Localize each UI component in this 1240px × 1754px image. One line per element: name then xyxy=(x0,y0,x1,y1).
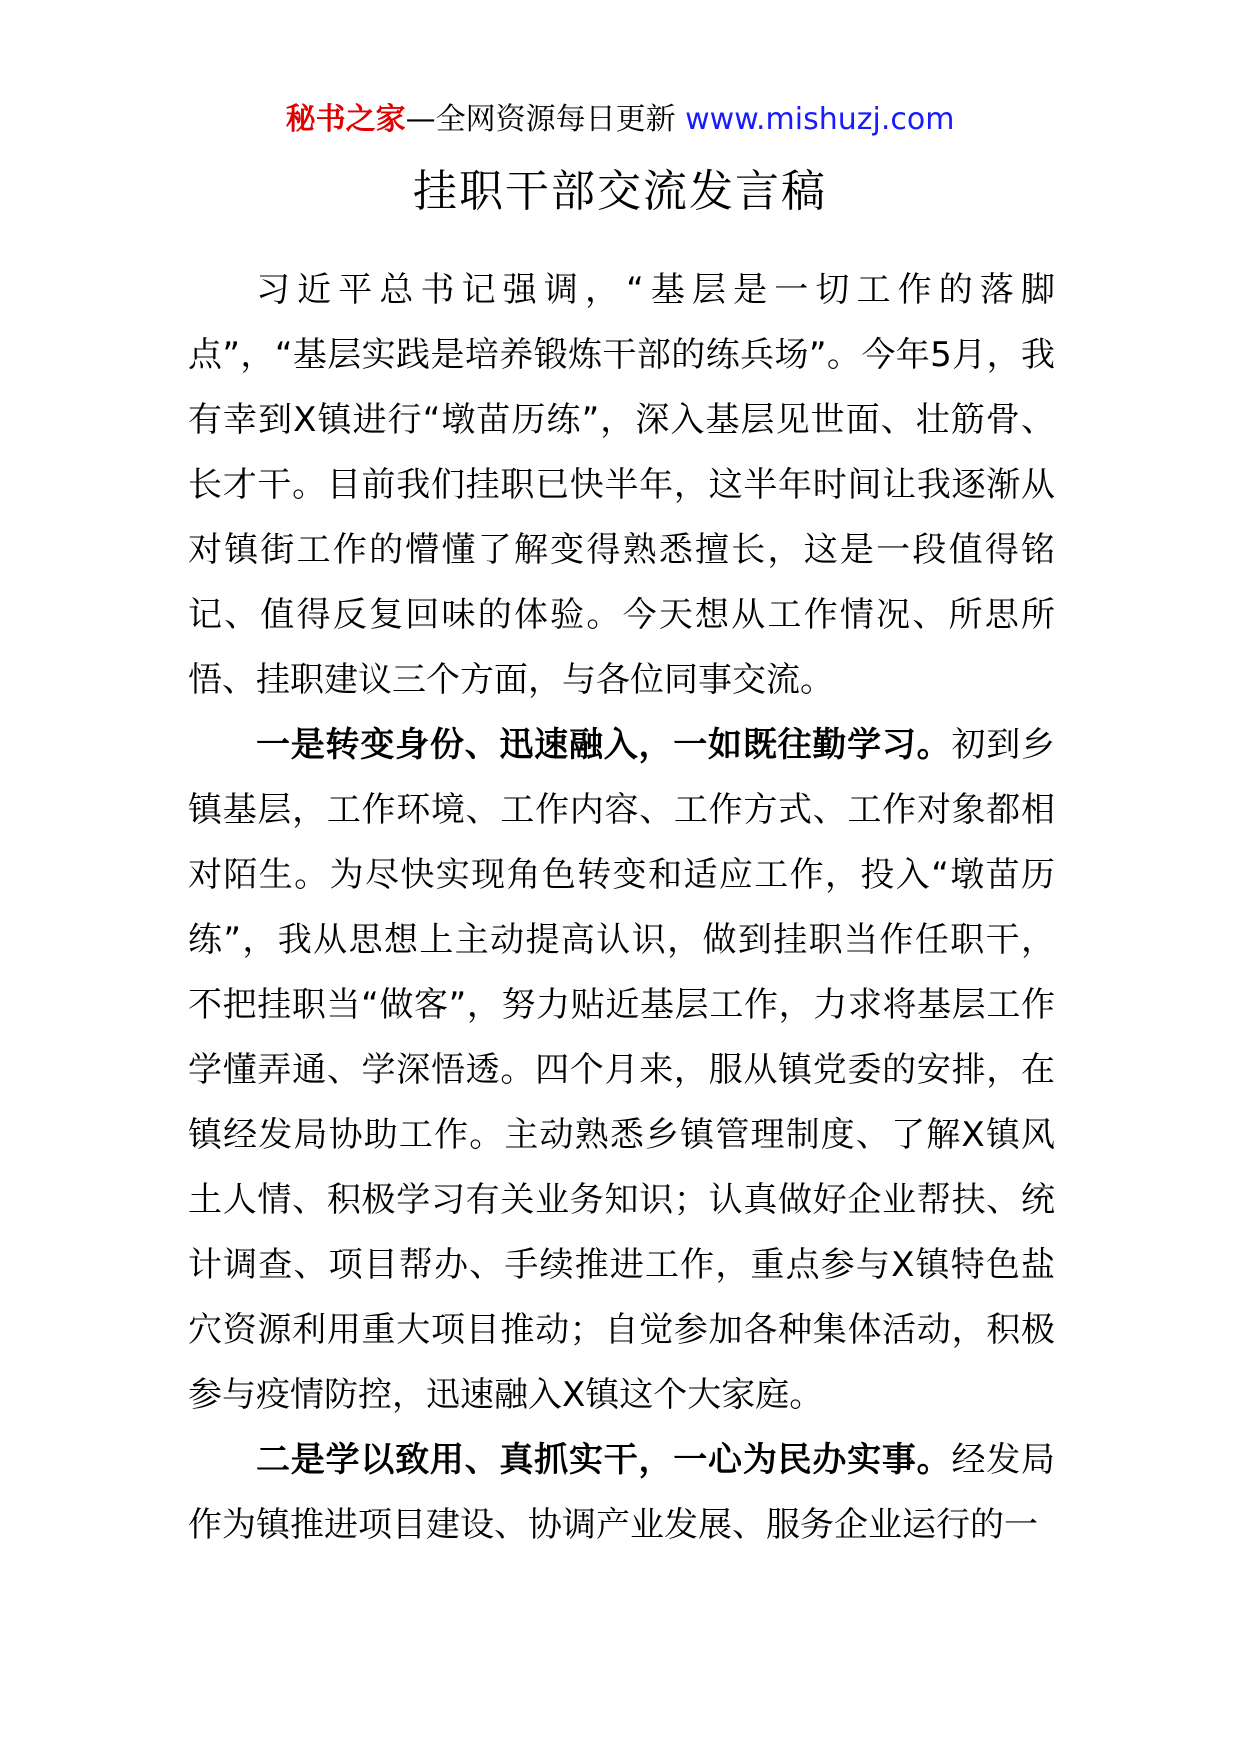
paragraph-point-two xyxy=(188,1428,1055,1558)
paragraph-point-one xyxy=(188,713,1055,1428)
paragraph-text: 习近平总书记强调，“基层是一切工作的落脚点”，“基层实践是培养锻炼干部的练兵场”。今年5月，我有幸到X镇进行“墩苗历练”，深入基层见世面、壮筋骨、长才干。目前我们挂职已快半年，这半年时间让我逐渐从对镇街工作的懵懂了解变得熟悉擅长，这是一段值得铭记、值得反复回味的体验。今天想从工作情况、所思所悟、挂职建议三个方面，与各位同事交流。 xyxy=(188,270,1055,700)
paragraph-lead: 二是学以致用、真抓实干，一心为民办实事。 xyxy=(256,1440,952,1480)
document-title: 挂职干部交流发言稿 xyxy=(413,166,827,217)
document-body xyxy=(188,258,1055,1558)
site-name: 秘书之家 xyxy=(285,102,406,137)
site-url-link[interactable]: www.mishuzj.com xyxy=(685,102,955,137)
site-tagline: —全网资源每日更新 xyxy=(405,102,686,137)
paragraph-text: 经发局作为镇推进项目建设、协调产业发展、服务企业运行的一 xyxy=(188,1440,1055,1545)
paragraph-lead: 一是转变身份、迅速融入，一如既往勤学习。 xyxy=(256,725,952,765)
paragraph-text: 初到乡镇基层，工作环境、工作内容、工作方式、工作对象都相对陌生。为尽快实现角色转变和适应工作，投入“墩苗历练”，我从思想上主动提高认识，做到挂职当作任职干，不把挂职当“做客”，努力贴近基层工作，力求将基层工作学懂弄通、学深悟透。四个月来，服从镇党委的安排，在镇经发局协助工作。主动熟悉乡镇管理制度、了解X镇风土人情、积极学习有关业务知识；认真做好企业帮扶、统计调查、项目帮办、手续推进工作，重点参与X镇特色盐穴资源利用重大项目推动；自觉参加各种集体活动，积极参与疫情防控，迅速融入X镇这个大家庭。 xyxy=(188,725,1055,1415)
paragraph-intro xyxy=(188,258,1055,713)
site-header xyxy=(0,100,1240,140)
